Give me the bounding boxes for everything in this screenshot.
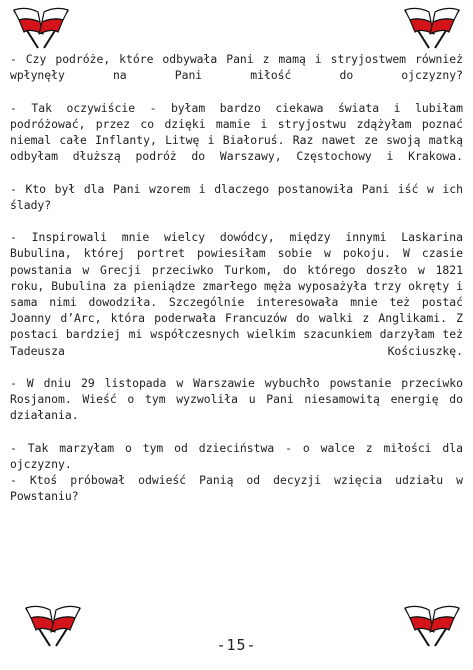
answer-paragraph: - Inspirowali mnie wielcy dowódcy, między innymi Laskarina Bubulina, której portret powiesiłam sobie w pokoju. W czasie powstania w Grecji przeciwko Turkom, do którego doszło w 1821 roku, Bubulina za pieniądze zmarłego męża wyposażyła trzy okręty i sama nimi dowodziła. Szczególnie interesowała mnie też postać Joanny d’Arc, która poderwała Francuzów do walki z Anglikami. Z postaci bardziej mi współczesnych wielkim szacunkiem darzyłam też Tadeusza Kościuszkę. bbox=[10, 230, 463, 358]
interview-text bbox=[10, 51, 463, 521]
question-paragraph: - W dniu 29 listopada w Warszawie wybuchło powstanie przeciwko Rosjanom. Wieść o tym wyzwoliła u Pani niesamowitą energię do działania. bbox=[10, 376, 463, 423]
page-number: -15- bbox=[216, 636, 257, 654]
question-paragraph: - Kto był dla Pani wzorem i dlaczego postanowiła Pani iść w ich ślady? bbox=[10, 181, 463, 212]
answer-paragraph: - Tak marzyłam o tym od dzieciństwa - o walce z miłości dla ojczyzny. bbox=[10, 440, 463, 471]
answer-paragraph: - Tak oczywiście - byłam bardzo ciekawa świata i lubiłam podróżować, przez co dzięki mamie i stryjostwu zdążyłam poznać niemal całe Inflanty, Litwę i Białoruś. Raz nawet ze swoją matką odbyłam dłuższą podróż do Warszawy, Częstochowy i Krakowa. bbox=[10, 100, 463, 164]
polish-flags-icon bbox=[399, 6, 465, 50]
polish-flags-icon bbox=[8, 6, 74, 50]
question-paragraph: - Czy podróże, które odbywała Pani z mamą i stryjostwem również wpłynęły na Pani miłość do ojczyzny? bbox=[10, 52, 463, 83]
question-paragraph: - Ktoś próbował odwieść Panią od decyzji wzięcia udziału w Powstaniu? bbox=[10, 473, 463, 504]
